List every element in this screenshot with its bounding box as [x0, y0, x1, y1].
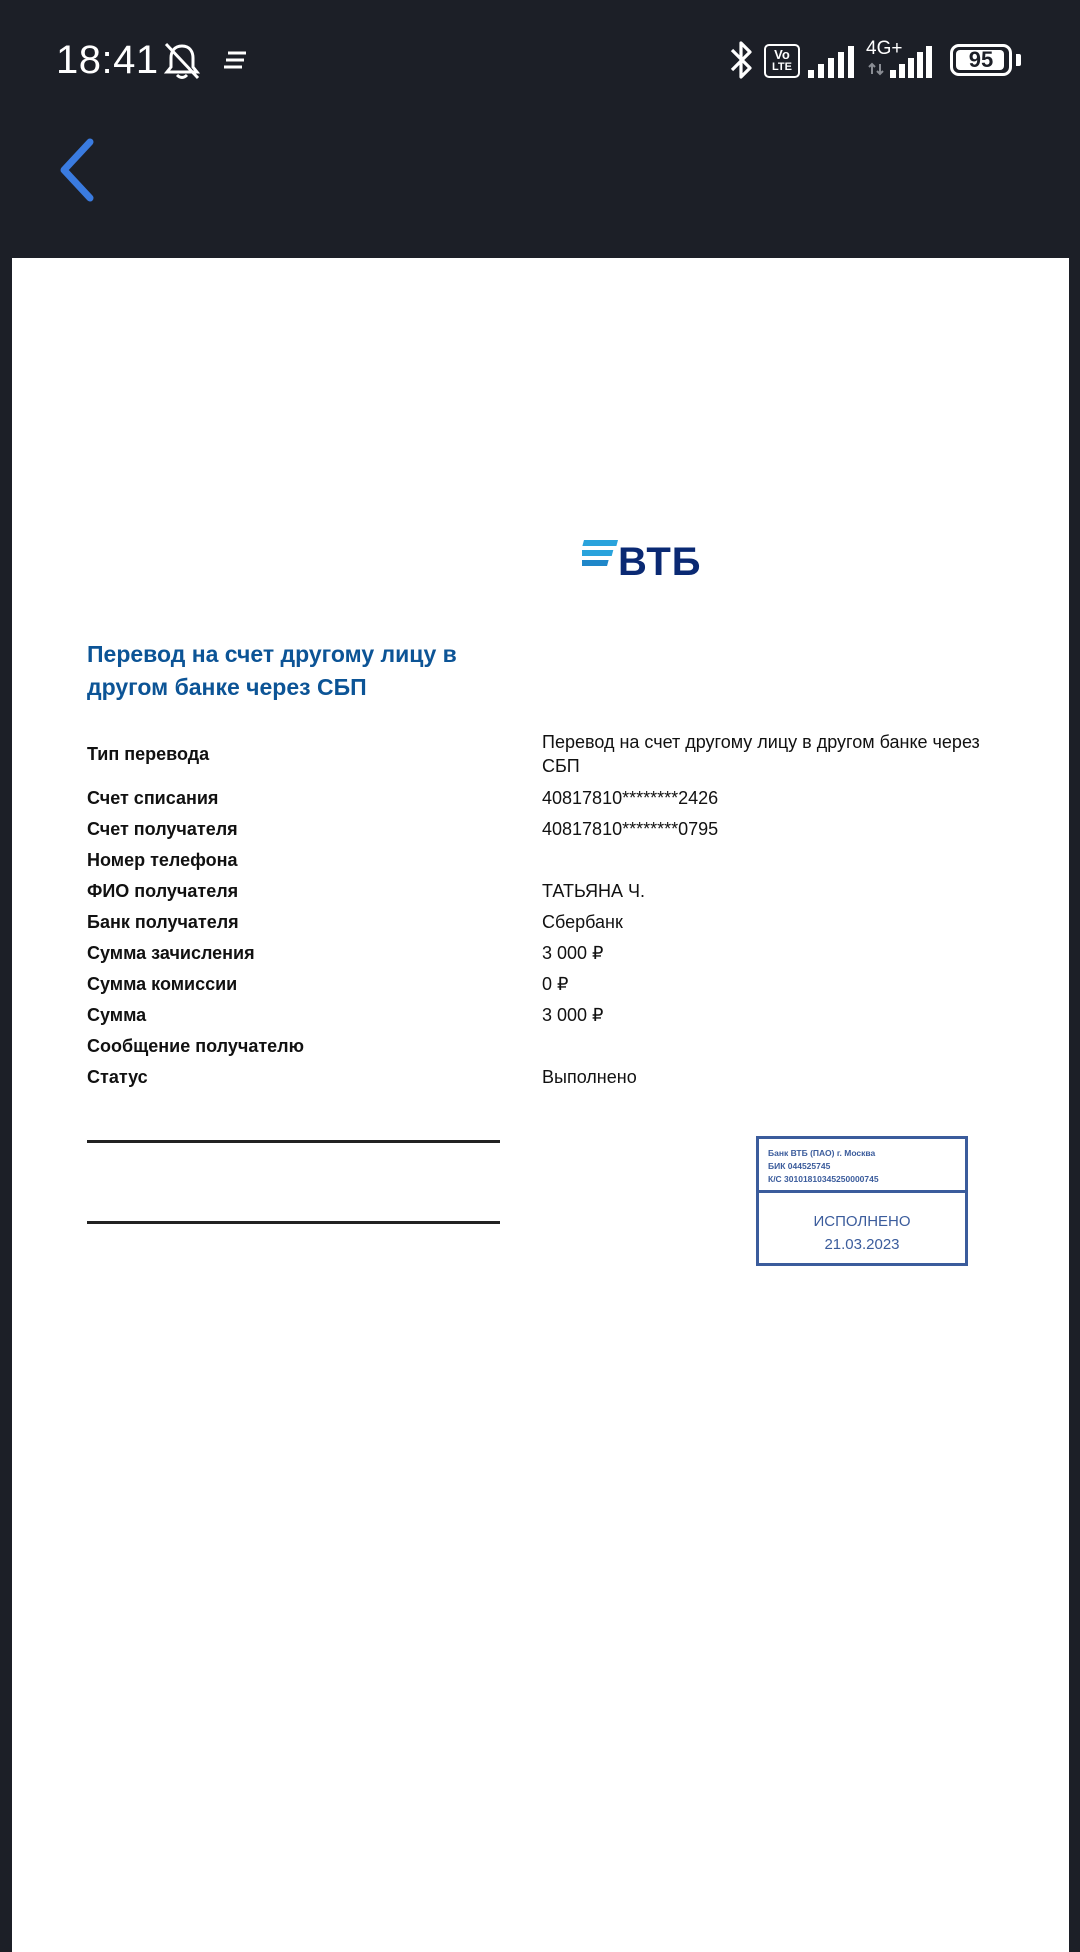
- label-credited-amount: Сумма зачисления: [87, 943, 255, 963]
- battery-icon: [950, 44, 1012, 76]
- status-time: 18:41: [56, 38, 159, 82]
- label-transfer-type: Тип перевода: [87, 744, 210, 764]
- bank-stamp: [756, 1136, 968, 1266]
- stamp-corr-account: К/С 30101810345250000745: [768, 1174, 879, 1184]
- label-recipient-bank: Банк получателя: [87, 912, 239, 932]
- document-page: [12, 258, 1069, 1952]
- back-button[interactable]: [44, 132, 110, 208]
- back-arrow-icon: [44, 132, 110, 208]
- stamp-status: ИСПОЛНЕНО: [813, 1213, 911, 1230]
- value-amount: 3 000 ₽: [542, 1005, 604, 1025]
- signal-4g-icon: [868, 44, 938, 78]
- battery-percent: 95: [968, 47, 994, 72]
- network-type-label: 4G+: [866, 38, 903, 59]
- value-status: Выполнено: [542, 1067, 637, 1087]
- value-commission: 0 ₽: [542, 974, 569, 994]
- notification-icon: [222, 50, 248, 70]
- battery-nub: [1016, 54, 1021, 66]
- value-recipient-bank: Сбербанк: [542, 912, 623, 932]
- signal-icon: [808, 44, 858, 78]
- value-recipient-name: ТАТЬЯНА Ч.: [542, 881, 645, 901]
- document-title: Перевод на счет другому лицу в другом банке через СБП: [87, 641, 457, 700]
- label-status: Статус: [87, 1067, 148, 1087]
- label-phone-number: Номер телефона: [87, 850, 238, 870]
- stamp-date: 21.03.2023: [824, 1236, 900, 1253]
- label-commission: Сумма комиссии: [87, 974, 238, 994]
- label-recipient-account: Счет получателя: [87, 819, 238, 839]
- status-bar: [0, 0, 1080, 120]
- volte-icon: [764, 44, 800, 78]
- volte-bottom-label: LTE: [772, 61, 792, 73]
- vtb-logo-text: ВТБ: [618, 540, 702, 584]
- label-amount: Сумма: [87, 1005, 147, 1025]
- value-transfer-type: Перевод на счет другому лицу в другом банке через СБП: [542, 732, 980, 776]
- stamp-bank-name: Банк ВТБ (ПАО) г. Москва: [768, 1148, 876, 1158]
- label-recipient-message: Сообщение получателю: [87, 1036, 304, 1056]
- value-recipient-account: 40817810********0795: [542, 819, 719, 839]
- signature-line-1: [87, 1140, 500, 1143]
- value-debit-account: 40817810********2426: [542, 788, 719, 808]
- value-credited-amount: 3 000 ₽: [542, 943, 604, 963]
- volte-top-label: Vo: [774, 47, 790, 62]
- stamp-bik: БИК 044525745: [768, 1161, 831, 1171]
- toolbar: [0, 120, 1080, 248]
- stamp-header: [759, 1139, 965, 1193]
- bluetooth-icon: [726, 38, 756, 82]
- signature-line-2: [87, 1221, 500, 1224]
- muted-bell-icon: [160, 40, 204, 82]
- label-recipient-name: ФИО получателя: [87, 881, 239, 901]
- label-debit-account: Счет списания: [87, 788, 219, 808]
